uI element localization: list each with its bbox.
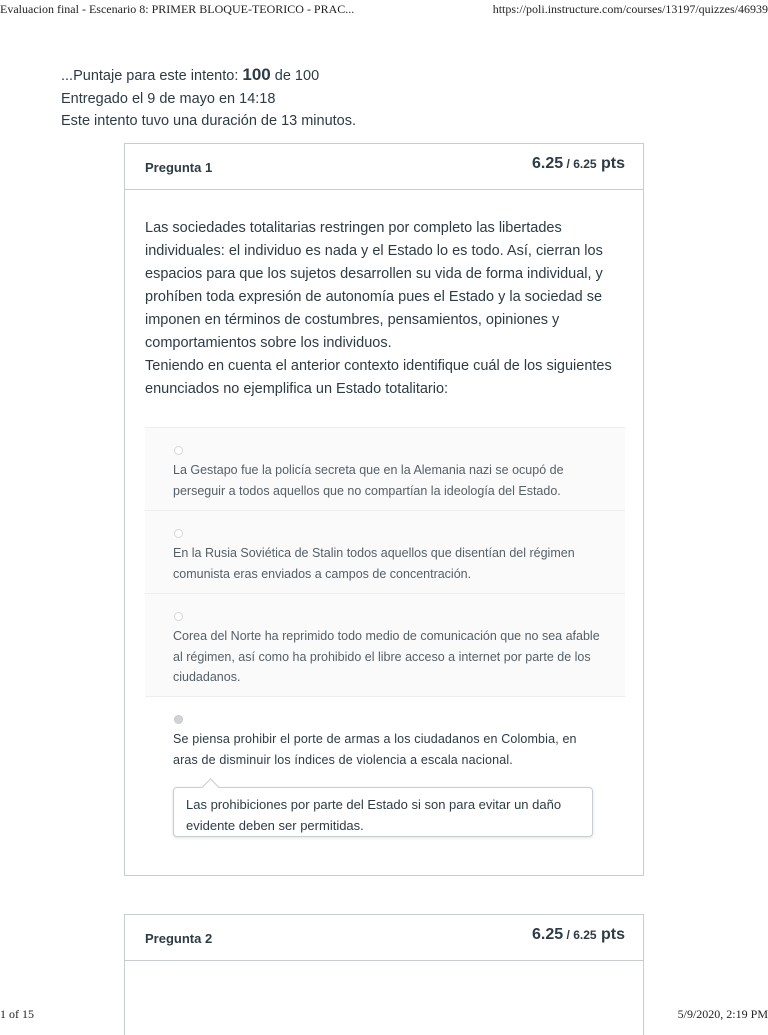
print-header: [0, 0, 768, 18]
points-separator: /: [563, 928, 574, 942]
question-paragraph: Las sociedades totalitarias restringen por completo las libertades individuales: el individuo es nada y el Estado lo es todo. Así, cierran los espacios para que los sujetos desarrollen su vida de forma individual, y prohíben toda expresión de autonomía pues el Estado y la sociedad se imponen en términos de costumbres, pensamientos, opiniones y comportamientos sobre los individuos.: [145, 220, 603, 351]
print-footer: [0, 1004, 768, 1024]
answer-option-selected[interactable]: [145, 697, 625, 787]
answer-option[interactable]: [145, 511, 625, 594]
print-timestamp: 5/9/2020, 2:19 PM: [677, 1007, 768, 1021]
points-earned: 6.25: [532, 155, 564, 172]
answer-list: [145, 427, 625, 787]
attempt-summary: [61, 64, 356, 133]
answer-text: En la Rusia Soviética de Stalin todos aquellos que disentían del régimen comunista eras enviados a campos de concentración.: [173, 546, 575, 581]
answer-option[interactable]: [145, 428, 625, 511]
score-line: [61, 64, 356, 88]
points-total: 6.25: [573, 928, 597, 942]
answer-text: La Gestapo fue la policía secreta que en la Alemania nazi se ocupó de perseguir a todos aquellos que no compartían la ideología del Estado.: [173, 463, 564, 498]
question-header: [125, 144, 643, 190]
question-header: [125, 915, 643, 961]
question-card: [124, 143, 644, 876]
question-points: [532, 155, 625, 173]
points-unit: pts: [596, 926, 625, 943]
radio-button[interactable]: [174, 529, 183, 538]
points-total: 6.25: [573, 157, 597, 171]
question-title: Pregunta 2: [145, 931, 213, 946]
score-prefix: ...Puntaje para este intento:: [61, 68, 243, 84]
submitted-line: Entregado el 9 de mayo en 14:18: [61, 90, 276, 107]
answer-option[interactable]: [145, 594, 625, 697]
question-prompt: Teniendo en cuenta el anterior contexto identifique cuál de los siguientes enunciados no ejemplifica un Estado totalitario:: [145, 358, 612, 397]
duration-line: Este intento tuvo una duración de 13 minutos.: [61, 113, 357, 129]
page-indicator: 1 of 15: [0, 1007, 34, 1021]
answer-comment: [173, 787, 593, 837]
score-value: 100: [242, 65, 271, 84]
answer-text: Se piensa prohibir el porte de armas a los ciudadanos en Colombia, en aras de disminuir los índices de violencia a escala nacional.: [173, 732, 577, 767]
radio-button[interactable]: [174, 446, 183, 455]
points-unit: pts: [596, 155, 625, 172]
comment-text: Las prohibiciones por parte del Estado si son para evitar un daño evidente deben ser permitidas.: [186, 797, 562, 833]
question-text: [145, 217, 625, 401]
question-points: [532, 926, 625, 944]
points-earned: 6.25: [532, 926, 564, 943]
question-title: Pregunta 1: [145, 160, 213, 175]
radio-button[interactable]: [174, 612, 183, 621]
radio-button-checked[interactable]: [174, 715, 183, 724]
score-suffix: de 100: [270, 68, 320, 84]
print-page-url: https://poli.instructure.com/courses/13197/quizzes/46939: [492, 2, 768, 16]
points-separator: /: [563, 157, 574, 171]
print-page-title: Evaluacion final - Escenario 8: PRIMER BLOQUE-TEORICO - PRAC...: [0, 2, 355, 16]
answer-text: Corea del Norte ha reprimido todo medio de comunicación que no sea afable al régimen, así como ha prohibido el libre acceso a internet por parte de los ciudadanos.: [173, 629, 600, 684]
